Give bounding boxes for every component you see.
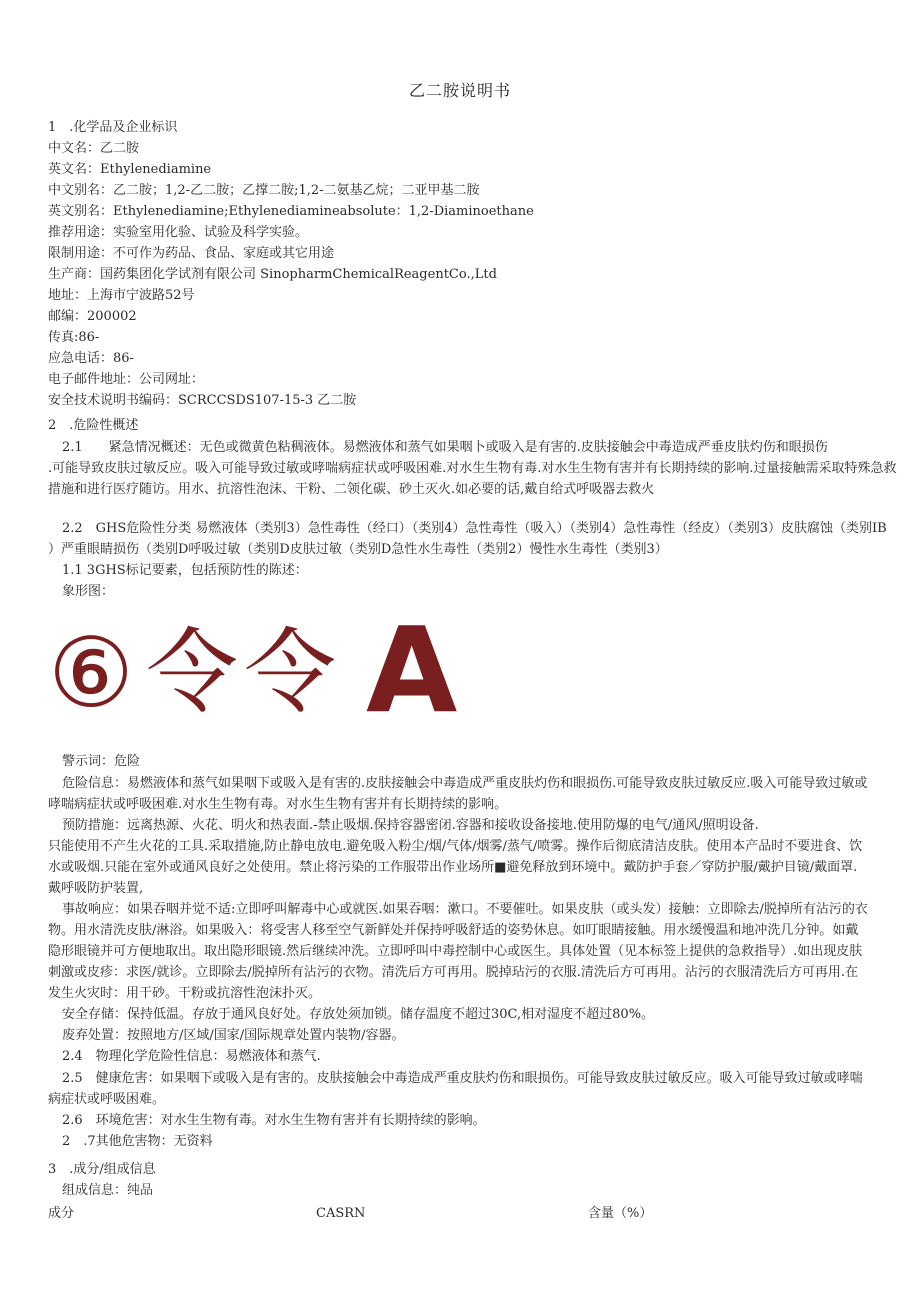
ghs-pictograms xyxy=(48,601,468,739)
pictogram-flame-icon: ⑥ xyxy=(48,617,135,729)
restricted-use: 限制用途：不可作为药品、食品、家庭或其它用途 xyxy=(48,246,335,261)
pictogram-toxic-icon: 令 xyxy=(244,619,337,726)
precautionary-measures: 预防措施：远离热源、火花、明火和热表面.-禁止吸烟.保持容器密闭.容器和接收设备接地.使用防爆的电气/通风/照明设备. 只能使用不产生火花的工具.采取措施,防止静电放电.避免吸入粉尘/烟/气体/烟雾/蒸气/喷雾。操作后彻底清洁皮肤。使用本产品时不要进食、饮水或吸烟.只能在室外或通风良好之处使用。禁止将污染的工作服带出作业场所■避免释放到环境中。戴防护手套／穿防护服/戴护目镜/戴面罩.戴呼吸防护装置, xyxy=(48,818,863,896)
pictogram-label: 象形图： xyxy=(62,584,115,599)
ghs-classification-line2: ）严重眼睛损伤（类别D呼吸过敏（类别D皮肤过敏（类别D急性水生毒性（类别2）慢性水生毒性（类别3） xyxy=(48,542,668,557)
manufacturer: 生产商：国药集团化学试剂有限公司 SinopharmChemicalReagentCo.,Ltd xyxy=(48,267,497,282)
disposal: 废弃处置：按照地方/区域/国家/国际规章处置内装物/容器。 xyxy=(62,1028,405,1043)
environmental-hazard: 2.6 环境危害：对水生生物有毒。对水生生物有害并有长期持续的影响。 xyxy=(62,1113,486,1128)
composition-info: 组成信息：纯品 xyxy=(62,1183,154,1198)
hazard-overview-line1: 2.1 紧急情况概述：无色或微黄色粘稠液体。易燃液体和蒸气如果咽卜或吸入是有害的.皮肤接触会中毒造成严垂皮肤灼伤和眼损伤 xyxy=(62,440,828,455)
postcode: 邮编：200002 xyxy=(48,309,137,324)
column-component: 成分 xyxy=(48,1206,75,1221)
column-content: 含量（%） xyxy=(588,1206,653,1221)
en-name: 英文名：Ethylenediamine xyxy=(48,162,212,177)
pictogram-health-hazard-icon: A xyxy=(366,601,458,739)
signal-word: 警示词：危险 xyxy=(62,754,141,769)
column-casrn: CASRN xyxy=(316,1206,366,1221)
section3-heading: 3 .成分/组成信息 xyxy=(48,1162,156,1177)
hazard-information: 危险信息：易燃液体和蒸气如果咽下或吸入是有害的.皮肤接触会中毒造成严重皮肤灼伤和眼损伤.可能导致皮肤过敏反应.吸入可能导致过敏或哮喘病症状或呼吸困难.对水生生物有毒。对水生生物有害并有长期持续的影响。 xyxy=(48,776,868,812)
sds-code: 安全技术说明书编码：SCRCCSDS107-15-3 乙二胺 xyxy=(48,393,357,408)
other-hazards: 2 .7其他危害物：无资料 xyxy=(62,1134,213,1149)
recommended-use: 推荐用途：实验室用化验、试验及科学实验。 xyxy=(48,225,309,240)
section2-heading: 2 .危险性概述 xyxy=(48,418,139,433)
cn-alias: 中文别名：乙二胺；1,2-乙二胺；乙撑二胺;1,2-二氨基乙烷；二亚甲基二胺 xyxy=(48,183,480,198)
address: 地址：上海市宁波路52号 xyxy=(48,288,195,303)
ghs-label-elements: 1.1 3GHS标记要素，包括预防性的陈述： xyxy=(62,563,308,578)
cn-name: 中文名：乙二胺 xyxy=(48,141,140,156)
fax: 传真:86- xyxy=(48,330,100,345)
pictogram-corrosion-icon: 令 xyxy=(146,619,239,726)
physchem-hazard: 2.4 物理化学危险性信息：易燃液体和蒸气. xyxy=(62,1049,321,1064)
ghs-classification-line1: 2.2 GHS危险性分类 易燃液体（类别3）急性毒性（经口）（类别4）急性毒性（吸入）（类别4）急性毒性（经皮）（类别3）皮肤腐蚀（类别IB xyxy=(62,521,887,536)
section1-heading: 1 .化学品及企业标识 xyxy=(48,120,178,135)
accident-response: 事故响应：如果吞咽并觉不适:立即呼叫解毒中心或就医.如果吞咽：漱口。不要催吐。如果皮肤（或头发）接触：立即除去/脱掉所有沾污的衣物。用水清洗皮肤/淋浴。如果吸入：将受害人移至空气新鲜处并保持呼吸舒适的姿势休息。如叮眼睛接触。用水缓慢温和地冲洗几分钟。如戴隐形眼镜并可方便地取出。取出隐形眼镜.然后继续冲洗。立即呼叫中毒控制中心或医生。具体处置（见本标签上提供的急救指导）.如出现皮肤刺激或皮疹：求医/就诊。立即除去/脱掉所有沾污的衣物。清洗后方可再用。脱掉玷污的衣服.清洗后方可再用。沾污的衣服清洗后方可再用.在发生火灾时：用干砂。干粉或抗溶性泡沫扑灭。 xyxy=(48,902,868,1001)
safe-storage: 安全存储：保持低温。存放于通风良好处。存放处须加锁。储存温度不超过30C,相对湿度不超过80%。 xyxy=(62,1007,655,1022)
health-hazard: 2.5 健康危害：如果咽下或吸入是有害的。皮肤接触会中毒造成严重皮肤灼伤和眼损伤。可能导致皮肤过敏反应。吸入可能导致过敏或哮喘病症状或呼吸困难。 xyxy=(48,1071,863,1107)
hazard-overview-line2: .可能导致皮肤过敏反应。吸入可能导致过敏或哮喘病症状或呼吸困难.对水生生物有毒.对水生生物有害并有长期持续的影响.过量接触需采取特殊急救 xyxy=(48,461,897,476)
email-website: 电子邮件地址：公司网址： xyxy=(48,372,205,387)
hazard-overview-line3: 措施和进行医疗随访。用水、抗溶性泡沫、干粉、二领化碳、砂土灭火.如必要的话,戴自给式呼吸器去救火 xyxy=(48,482,655,497)
document-title: 乙二胺说明书 xyxy=(408,81,511,100)
en-alias: 英文别名：Ethylenediamine;Ethylenediamineabsolute：1,2-Diaminoethane xyxy=(48,204,534,219)
emergency-phone: 应急电话：86- xyxy=(48,351,134,366)
